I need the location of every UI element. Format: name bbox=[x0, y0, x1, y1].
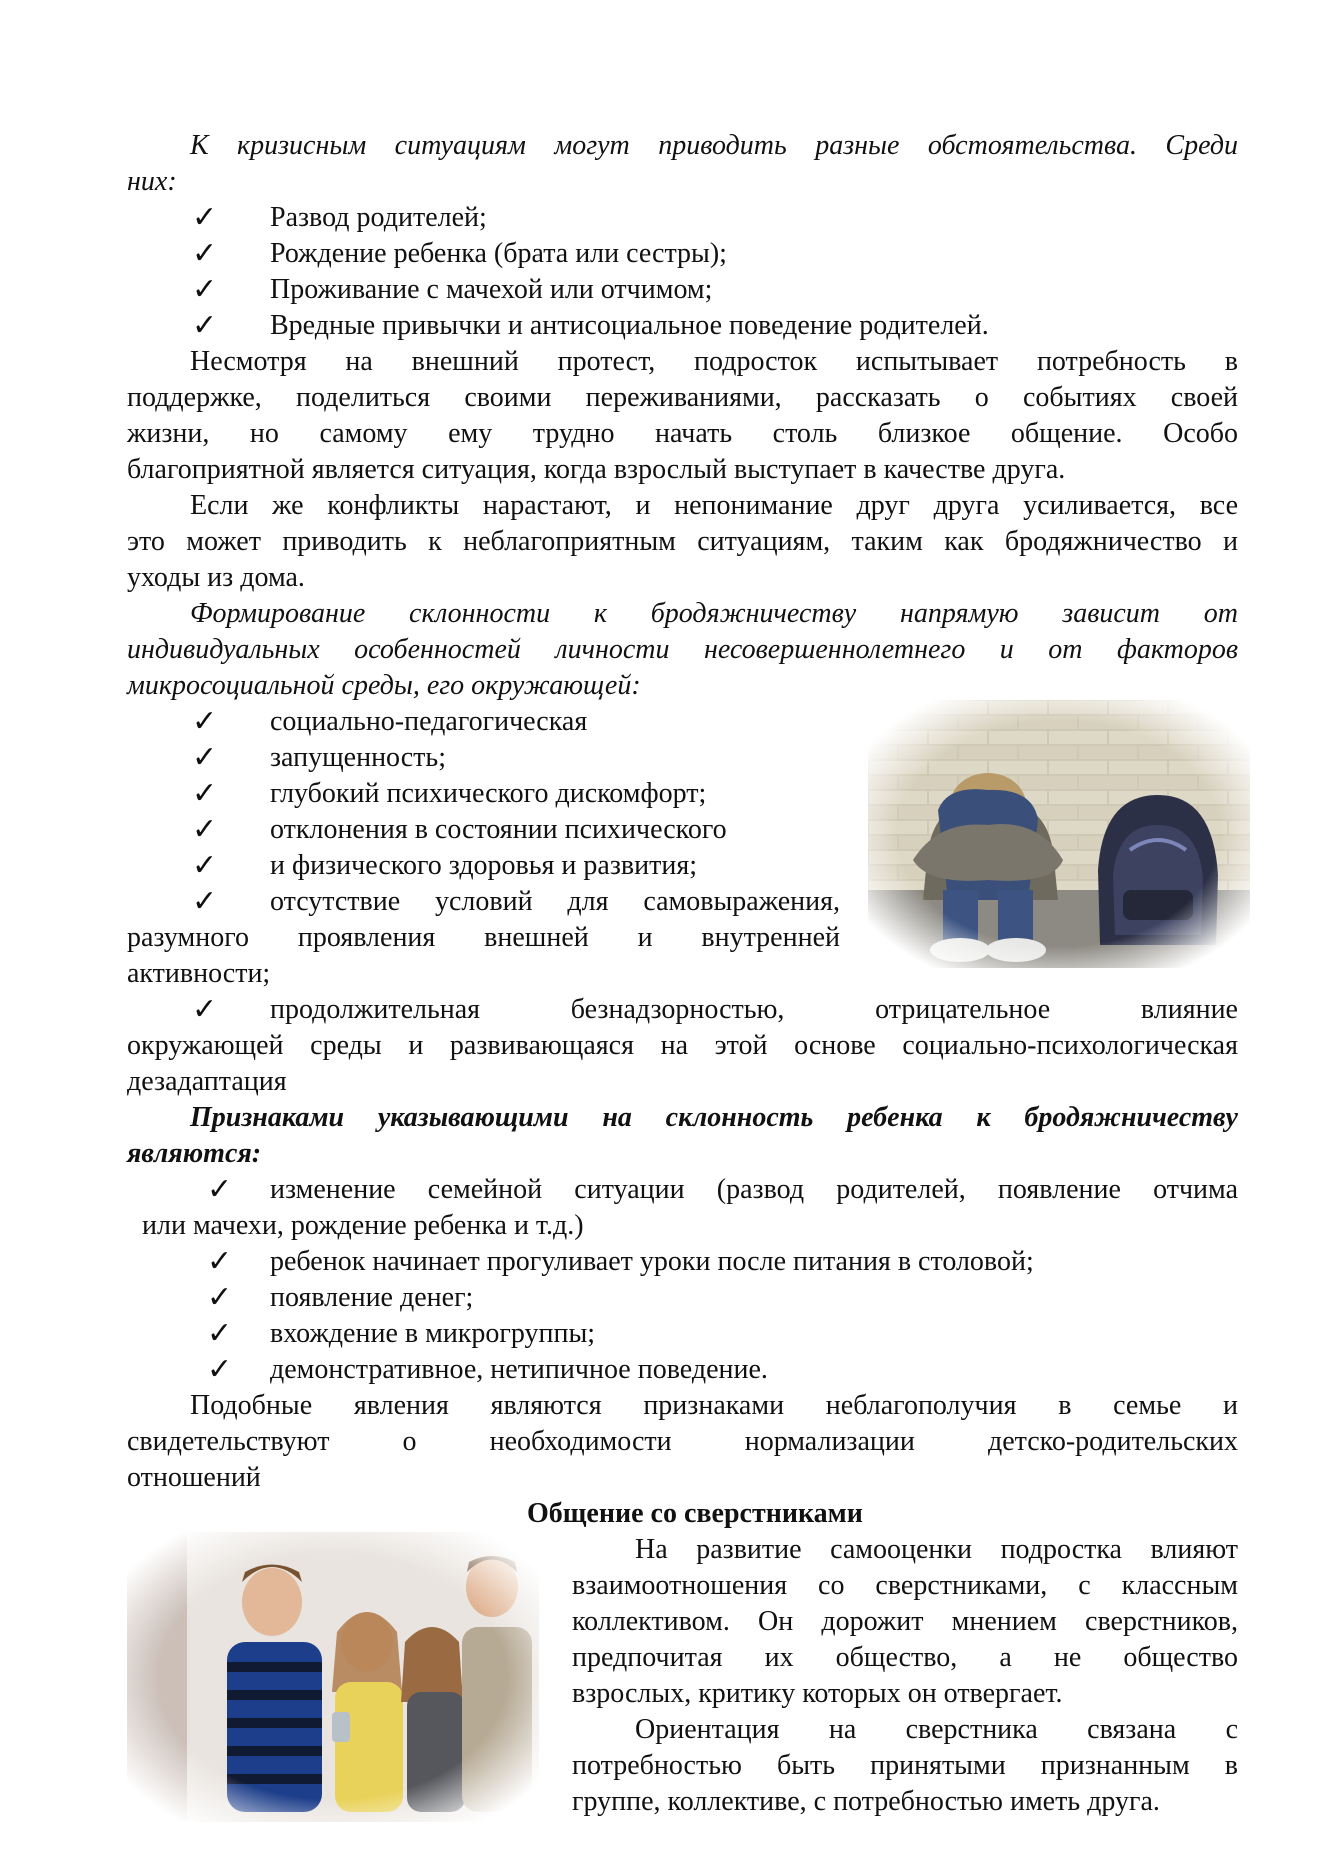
list-item: глубокий психического дискомфорт; bbox=[270, 778, 707, 809]
intro-line: Формирование склонности к бродяжничеству напрямую зависит от bbox=[190, 598, 1238, 629]
list-item: Рождение ребенка (брата или сестры); bbox=[270, 238, 727, 269]
checkmark-icon: ✓ bbox=[192, 704, 218, 739]
paragraph-line: взаимоотношения со сверстниками, с классным bbox=[572, 1570, 1238, 1601]
checkmark-icon: ✓ bbox=[207, 1172, 233, 1207]
list-item: ребенок начинает прогуливает уроки после питания в столовой; bbox=[270, 1246, 1034, 1277]
checkmark-icon: ✓ bbox=[192, 740, 218, 775]
intro-line: микросоциальной среды, его окружающей: bbox=[127, 670, 641, 701]
paragraph-line: Подобные явления являются признаками неблагополучия в семье и bbox=[190, 1390, 1238, 1421]
list-item: появление денег; bbox=[270, 1282, 474, 1313]
paragraph-line: предпочитая их общество, а не общество bbox=[572, 1642, 1238, 1673]
section-heading: Признаками указывающими на склонность ребенка к бродяжничеству bbox=[190, 1102, 1238, 1133]
list-item: запущенность; bbox=[270, 742, 446, 773]
paragraph-line: Несмотря на внешний протест, подросток испытывает потребность в bbox=[190, 346, 1238, 377]
list-item: демонстративное, нетипичное поведение. bbox=[270, 1354, 768, 1385]
teens-group-illustration bbox=[127, 1532, 539, 1822]
checkmark-icon: ✓ bbox=[192, 776, 218, 811]
checkmark-icon: ✓ bbox=[192, 848, 218, 883]
list-item-continuation: разумного проявления внешней и внутренней bbox=[127, 922, 840, 953]
checkmark-icon: ✓ bbox=[192, 812, 218, 847]
paragraph-line: поддержке, поделиться своими переживаниями, рассказать о событиях своей bbox=[127, 382, 1238, 413]
checkmark-icon: ✓ bbox=[192, 992, 218, 1027]
paragraph-line: Ориентация на сверстника связана с bbox=[635, 1714, 1238, 1745]
list-item: Проживание с мачехой или отчимом; bbox=[270, 274, 713, 305]
list-item: социально-педагогическая bbox=[270, 706, 588, 737]
sad-teen-photo bbox=[868, 700, 1250, 968]
paragraph-line: На развитие самооценки подростка влияют bbox=[635, 1534, 1238, 1565]
checkmark-icon: ✓ bbox=[192, 884, 218, 919]
list-item: продолжительная безнадзорностью, отрицательное влияние bbox=[270, 994, 1238, 1025]
checkmark-icon: ✓ bbox=[192, 236, 218, 271]
intro-line: индивидуальных особенностей личности несовершеннолетнего и от факторов bbox=[127, 634, 1238, 665]
paragraph-line: свидетельствуют о необходимости нормализации детско-родительских bbox=[127, 1426, 1238, 1457]
list-item: вхождение в микрогруппы; bbox=[270, 1318, 596, 1349]
intro-line: них: bbox=[127, 166, 177, 197]
checkmark-icon: ✓ bbox=[207, 1316, 233, 1351]
paragraph-line: жизни, но самому ему трудно начать столь близкое общение. Особо bbox=[127, 418, 1238, 449]
list-item: отклонения в состоянии психического bbox=[270, 814, 727, 845]
checkmark-icon: ✓ bbox=[192, 200, 218, 235]
intro-line: К кризисным ситуациям могут приводить разные обстоятельства. Среди bbox=[190, 130, 1238, 161]
section-heading: являются: bbox=[127, 1138, 262, 1169]
paragraph-line: Если же конфликты нарастают, и непонимание друг друга усиливается, все bbox=[190, 490, 1238, 521]
paragraph-line: уходы из дома. bbox=[127, 562, 305, 593]
list-item: Вредные привычки и антисоциальное поведение родителей. bbox=[270, 310, 989, 341]
paragraph-line: это может приводить к неблагоприятным ситуациям, таким как бродяжничество и bbox=[127, 526, 1238, 557]
list-item-continuation: дезадаптация bbox=[127, 1066, 287, 1097]
list-item: Развод родителей; bbox=[270, 202, 487, 233]
paragraph-line: взрослых, критику которых он отвергает. bbox=[572, 1678, 1063, 1709]
checkmark-icon: ✓ bbox=[192, 308, 218, 343]
checkmark-icon: ✓ bbox=[207, 1352, 233, 1387]
checkmark-icon: ✓ bbox=[207, 1280, 233, 1315]
list-item: отсутствие условий для самовыражения, bbox=[270, 886, 840, 917]
list-item: изменение семейной ситуации (развод родителей, появление отчима bbox=[270, 1174, 1238, 1205]
list-item-continuation: или мачехи, рождение ребенка и т.д.) bbox=[142, 1210, 584, 1241]
list-item-continuation: активности; bbox=[127, 958, 271, 989]
list-item-continuation: окружающей среды и развивающаяся на этой основе социально-психологическая bbox=[127, 1030, 1238, 1061]
list-item: и физического здоровья и развития; bbox=[270, 850, 697, 881]
sad-teen-illustration bbox=[868, 700, 1250, 968]
checkmark-icon: ✓ bbox=[207, 1244, 233, 1279]
paragraph-line: потребностью быть принятыми признанным в bbox=[572, 1750, 1238, 1781]
section-title: Общение со сверстниками bbox=[527, 1498, 863, 1529]
paragraph-line: группе, коллективе, с потребностью иметь друга. bbox=[572, 1786, 1160, 1817]
paragraph-line: благоприятной является ситуация, когда взрослый выступает в качестве друга. bbox=[127, 454, 1066, 485]
checkmark-icon: ✓ bbox=[192, 272, 218, 307]
paragraph-line: коллективом. Он дорожит мнением сверстников, bbox=[572, 1606, 1238, 1637]
paragraph-line: отношений bbox=[127, 1462, 261, 1493]
teens-group-photo bbox=[127, 1532, 539, 1822]
